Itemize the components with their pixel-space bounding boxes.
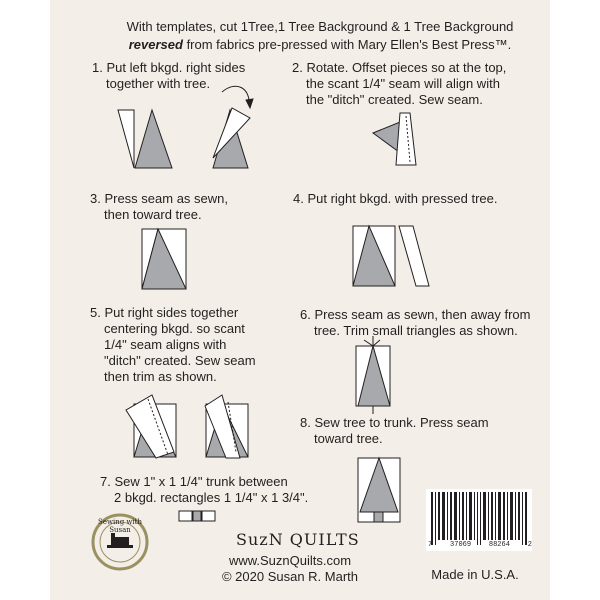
left-background-piece: [118, 110, 134, 168]
step-1: 1. Put left bkgd. right sides together with tree.: [92, 60, 246, 91]
website-link[interactable]: www.SuznQuilts.com: [228, 553, 352, 568]
trim-mark-icon: [364, 340, 373, 346]
step-8: 8. Sew tree to trunk. Press seam toward tree.: [300, 415, 489, 446]
intro-line-2: from fabrics pre-pressed with Mary Ellen's Best Press™.: [182, 37, 512, 52]
step-4: 4. Put right bkgd. with pressed tree.: [293, 191, 498, 206]
trunk-piece: [193, 511, 201, 521]
tree-piece: [135, 110, 172, 168]
step-3: 3. Press seam as sewn, then toward tree.: [90, 191, 228, 222]
suzn-quilts-logo: SuzN QUILTS: [236, 530, 360, 549]
background-rectangle-right: [202, 511, 215, 521]
step-7: 7. Sew 1" x 1 1/4" trunk between 2 bkgd. rectangles 1 1/4" x 1 3/4".: [100, 474, 309, 505]
badge-label: Sewing with Susan: [98, 518, 142, 534]
step-6: 6. Press seam as sewn, then away from tree. Trim small triangles as shown.: [300, 307, 531, 338]
barcode-digits: 7 37069 88264 2: [428, 541, 532, 549]
made-in-text: Made in U.S.A.: [431, 567, 519, 582]
step-2: 2. Rotate. Offset pieces so at the top, the scant 1/4" seam will align with the "ditch" created. Sew seam.: [292, 60, 507, 107]
step-5: 5. Put right sides together centering bkgd. so scant 1/4" seam aligns with "ditch" created. Sew seam then trim as shown.: [90, 305, 256, 384]
arrow-head-icon: [246, 99, 253, 108]
intro-bold-word: reversed: [128, 37, 183, 52]
background-rectangle-left: [179, 511, 192, 521]
finished-trunk: [374, 512, 383, 522]
copyright-text: © 2020 Susan R. Marth: [221, 569, 359, 584]
intro-line-1: With templates, cut 1Tree,1 Tree Background & 1 Tree Background: [126, 19, 514, 34]
rotate-arrow-icon: [222, 86, 249, 104]
right-background-piece: [399, 226, 429, 286]
